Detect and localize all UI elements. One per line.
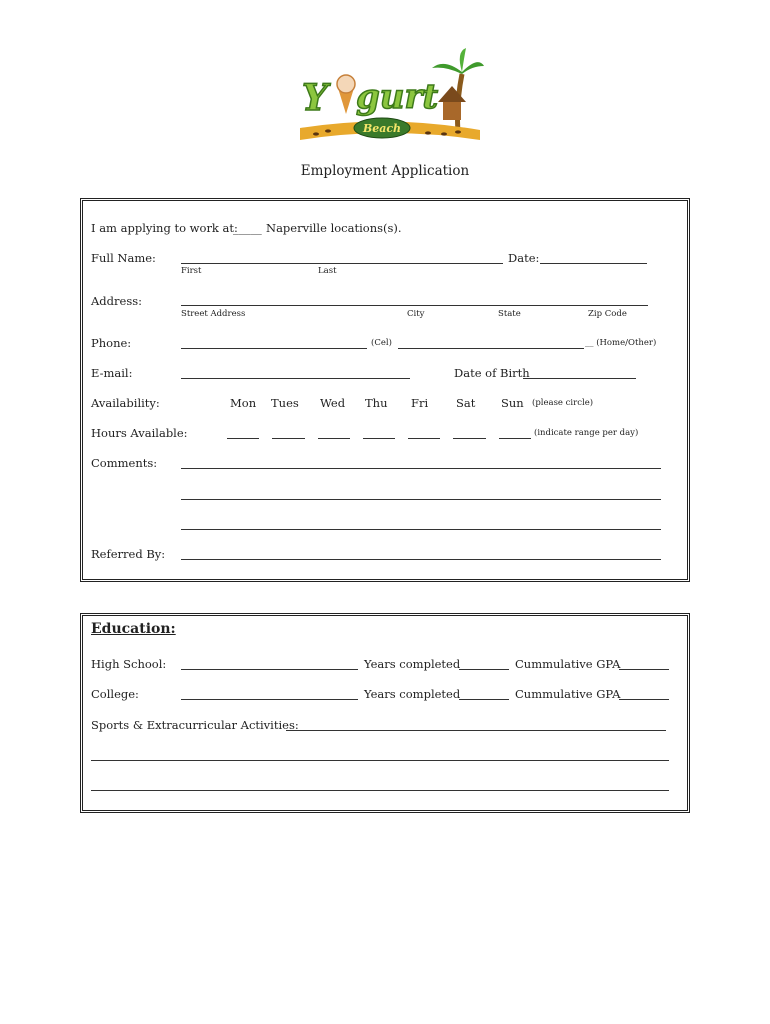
high-school-field[interactable] (181, 669, 358, 670)
full-name-label: Full Name: (91, 251, 156, 265)
sports-line-2[interactable] (91, 760, 669, 761)
sports-line-1[interactable] (286, 730, 666, 731)
hours-label: Hours Available: (91, 426, 188, 440)
cel-label: (Cel) (371, 338, 392, 348)
range-note: (indicate range per day) (534, 428, 639, 438)
phone-label: Phone: (91, 336, 132, 350)
hours-sun-field[interactable] (499, 438, 531, 439)
application-section (80, 198, 690, 582)
first-caption: First (181, 266, 202, 276)
day-tues[interactable]: Tues (271, 396, 299, 410)
hs-years-field[interactable] (459, 669, 509, 670)
email-field[interactable] (181, 378, 410, 379)
hours-thu-field[interactable] (363, 438, 395, 439)
comments-line-3[interactable] (181, 529, 661, 530)
hours-sat-field[interactable] (453, 438, 486, 439)
street-caption: Street Address (181, 309, 246, 319)
address-field[interactable] (181, 305, 648, 306)
high-school-label: High School: (91, 657, 167, 671)
last-caption: Last (318, 266, 337, 276)
hs-gpa-label: Cummulative GPA (515, 657, 621, 671)
full-name-field[interactable] (181, 263, 503, 264)
day-fri[interactable]: Fri (411, 396, 429, 410)
city-caption: City (407, 309, 425, 319)
zip-caption: Zip Code (588, 309, 627, 319)
hs-years-label: Years completed (364, 657, 461, 671)
hours-wed-field[interactable] (318, 438, 350, 439)
please-circle-note: (please circle) (532, 398, 594, 408)
college-years-label: Years completed (364, 687, 461, 701)
location-count-blank[interactable]: _____ (233, 221, 262, 235)
college-label: College: (91, 687, 139, 701)
state-caption: State (498, 309, 521, 319)
availability-label: Availability: (91, 396, 160, 410)
address-label: Address: (91, 294, 143, 308)
comments-line-1[interactable] (181, 468, 661, 469)
referred-field[interactable] (181, 559, 661, 560)
day-mon[interactable]: Mon (230, 396, 257, 410)
college-years-field[interactable] (459, 699, 509, 700)
svg-text:Y: Y (302, 77, 328, 119)
day-sat[interactable]: Sat (456, 396, 476, 410)
applying-suffix: Naperville locations(s). (266, 221, 402, 235)
college-gpa-field[interactable] (619, 699, 669, 700)
college-gpa-label: Cummulative GPA (515, 687, 621, 701)
day-thu[interactable]: Thu (365, 396, 388, 410)
comments-line-2[interactable] (181, 499, 661, 500)
education-section (80, 613, 690, 813)
date-label: Date: (508, 251, 540, 265)
comments-label: Comments: (91, 456, 158, 470)
svg-text:gurt: gurt (356, 77, 439, 117)
hs-gpa-field[interactable] (619, 669, 669, 670)
yogurt-beach-logo (298, 44, 484, 144)
college-field[interactable] (181, 699, 358, 700)
referred-label: Referred By: (91, 547, 166, 561)
sports-label: Sports & Extracurricular Activities: (91, 718, 299, 732)
dob-field[interactable] (523, 378, 636, 379)
svg-text:Beach: Beach (362, 122, 402, 135)
hours-fri-field[interactable] (408, 438, 440, 439)
hours-mon-field[interactable] (227, 438, 259, 439)
hours-tue-field[interactable] (272, 438, 305, 439)
email-label: E-mail: (91, 366, 133, 380)
day-sun[interactable]: Sun (501, 396, 524, 410)
page-title: Employment Application (300, 163, 470, 179)
home-other-label: __ (Home/Other) (585, 338, 657, 348)
applying-label: I am applying to work at: (91, 221, 238, 235)
home-phone-field[interactable] (398, 348, 584, 349)
sports-line-3[interactable] (91, 790, 669, 791)
date-field[interactable] (540, 263, 647, 264)
day-wed[interactable]: Wed (320, 396, 346, 410)
cell-phone-field[interactable] (181, 348, 367, 349)
dob-label: Date of Birth (454, 366, 530, 380)
education-heading: Education: (91, 621, 176, 637)
